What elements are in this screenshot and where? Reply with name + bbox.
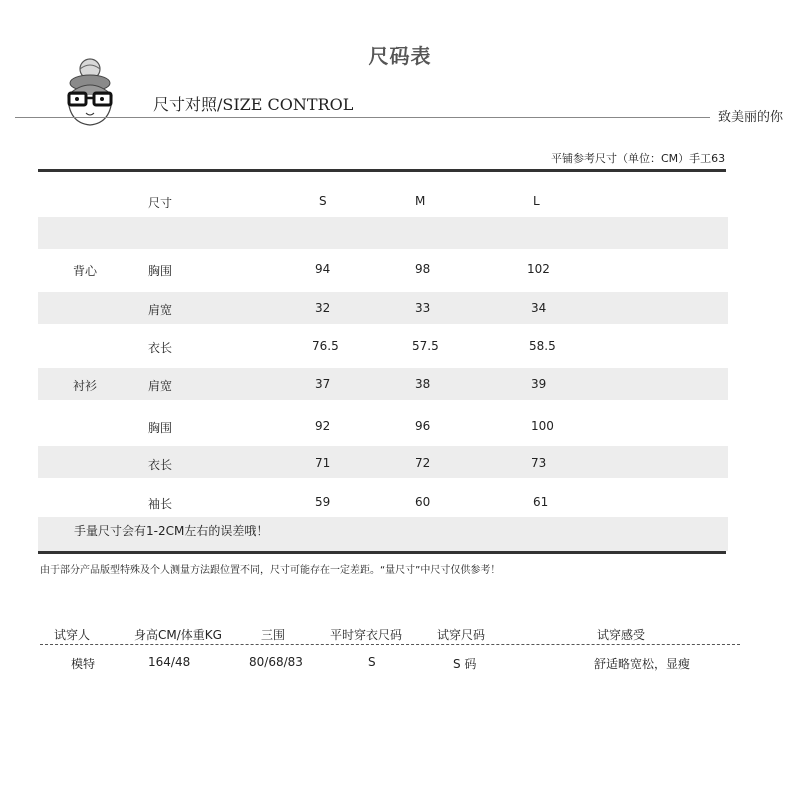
cell-l: 34 [531, 301, 547, 315]
fitting-header-measurements: 三围 [261, 628, 286, 642]
cell-m: 72 [415, 456, 431, 470]
row-label: 肩宽 [148, 379, 173, 393]
header-rule [15, 117, 710, 118]
section-label: 尺寸对照/SIZE CONTROL [153, 95, 354, 114]
cell-s: 37 [315, 377, 331, 391]
cell-l: 73 [531, 456, 547, 470]
table-footnote: 手量尺寸会有1-2CM左右的误差哦！ [74, 524, 269, 538]
fitting-person: 模特 [71, 657, 96, 671]
cell-l: 58.5 [529, 339, 556, 353]
cell-m: 38 [415, 377, 431, 391]
col-header-s: S [319, 194, 327, 208]
row-label: 胸围 [148, 264, 173, 278]
row-label: 肩宽 [148, 303, 173, 317]
row-label: 袖长 [148, 497, 173, 511]
fitting-header-person: 试穿人 [54, 628, 91, 642]
cell-s: 71 [315, 456, 331, 470]
slogan: 致美丽的你 [718, 110, 784, 125]
fitting-header-usual-size: 平时穿衣尺码 [330, 628, 403, 642]
cell-m: 96 [415, 419, 431, 433]
col-header-l: L [533, 194, 540, 208]
group-label: 衬衫 [73, 379, 98, 393]
fitting-divider [40, 644, 740, 645]
girl-with-glasses-icon [50, 55, 130, 135]
cell-m: 57.5 [412, 339, 439, 353]
fitting-usual-size: S [368, 655, 376, 669]
fitting-trial-size: S 码 [453, 657, 477, 671]
cell-m: 98 [415, 262, 431, 276]
table-band [38, 368, 728, 400]
fitting-header-trial-size: 试穿尺码 [437, 628, 486, 642]
row-label: 胸围 [148, 421, 173, 435]
row-label: 衣长 [148, 341, 173, 355]
fitting-height-weight: 164/48 [148, 655, 191, 669]
table-band [38, 446, 728, 478]
group-label: 背心 [73, 264, 98, 278]
cell-l: 39 [531, 377, 547, 391]
cell-s: 92 [315, 419, 331, 433]
cell-s: 32 [315, 301, 331, 315]
row-label: 衣长 [148, 458, 173, 472]
fitting-feeling: 舒适略宽松，显瘦 [594, 657, 691, 671]
disclaimer: 由于部分产品版型特殊及个人测量方法跟位置不同，尺寸可能存在一定差距。“量尺寸”中尺寸仅供参考！ [40, 565, 501, 576]
table-band [38, 292, 728, 324]
col-header-size: 尺寸 [148, 196, 173, 210]
fitting-header-feeling: 试穿感受 [597, 628, 646, 642]
cell-s: 59 [315, 495, 331, 509]
cell-l: 102 [527, 262, 550, 276]
cell-l: 61 [533, 495, 549, 509]
measure-note: 平铺参考尺寸（单位：CM）手工63 [551, 152, 726, 165]
table-bottom-rule [38, 551, 726, 554]
cell-m: 33 [415, 301, 431, 315]
col-header-m: M [415, 194, 426, 208]
table-top-rule [38, 169, 726, 172]
cell-s: 94 [315, 262, 331, 276]
cell-l: 100 [531, 419, 554, 433]
cell-s: 76.5 [312, 339, 339, 353]
cell-m: 60 [415, 495, 431, 509]
table-band [38, 217, 728, 249]
page-title: 尺码表 [368, 44, 432, 68]
fitting-header-height-weight: 身高CM/体重KG [134, 628, 222, 642]
fitting-measurements: 80/68/83 [249, 655, 303, 669]
